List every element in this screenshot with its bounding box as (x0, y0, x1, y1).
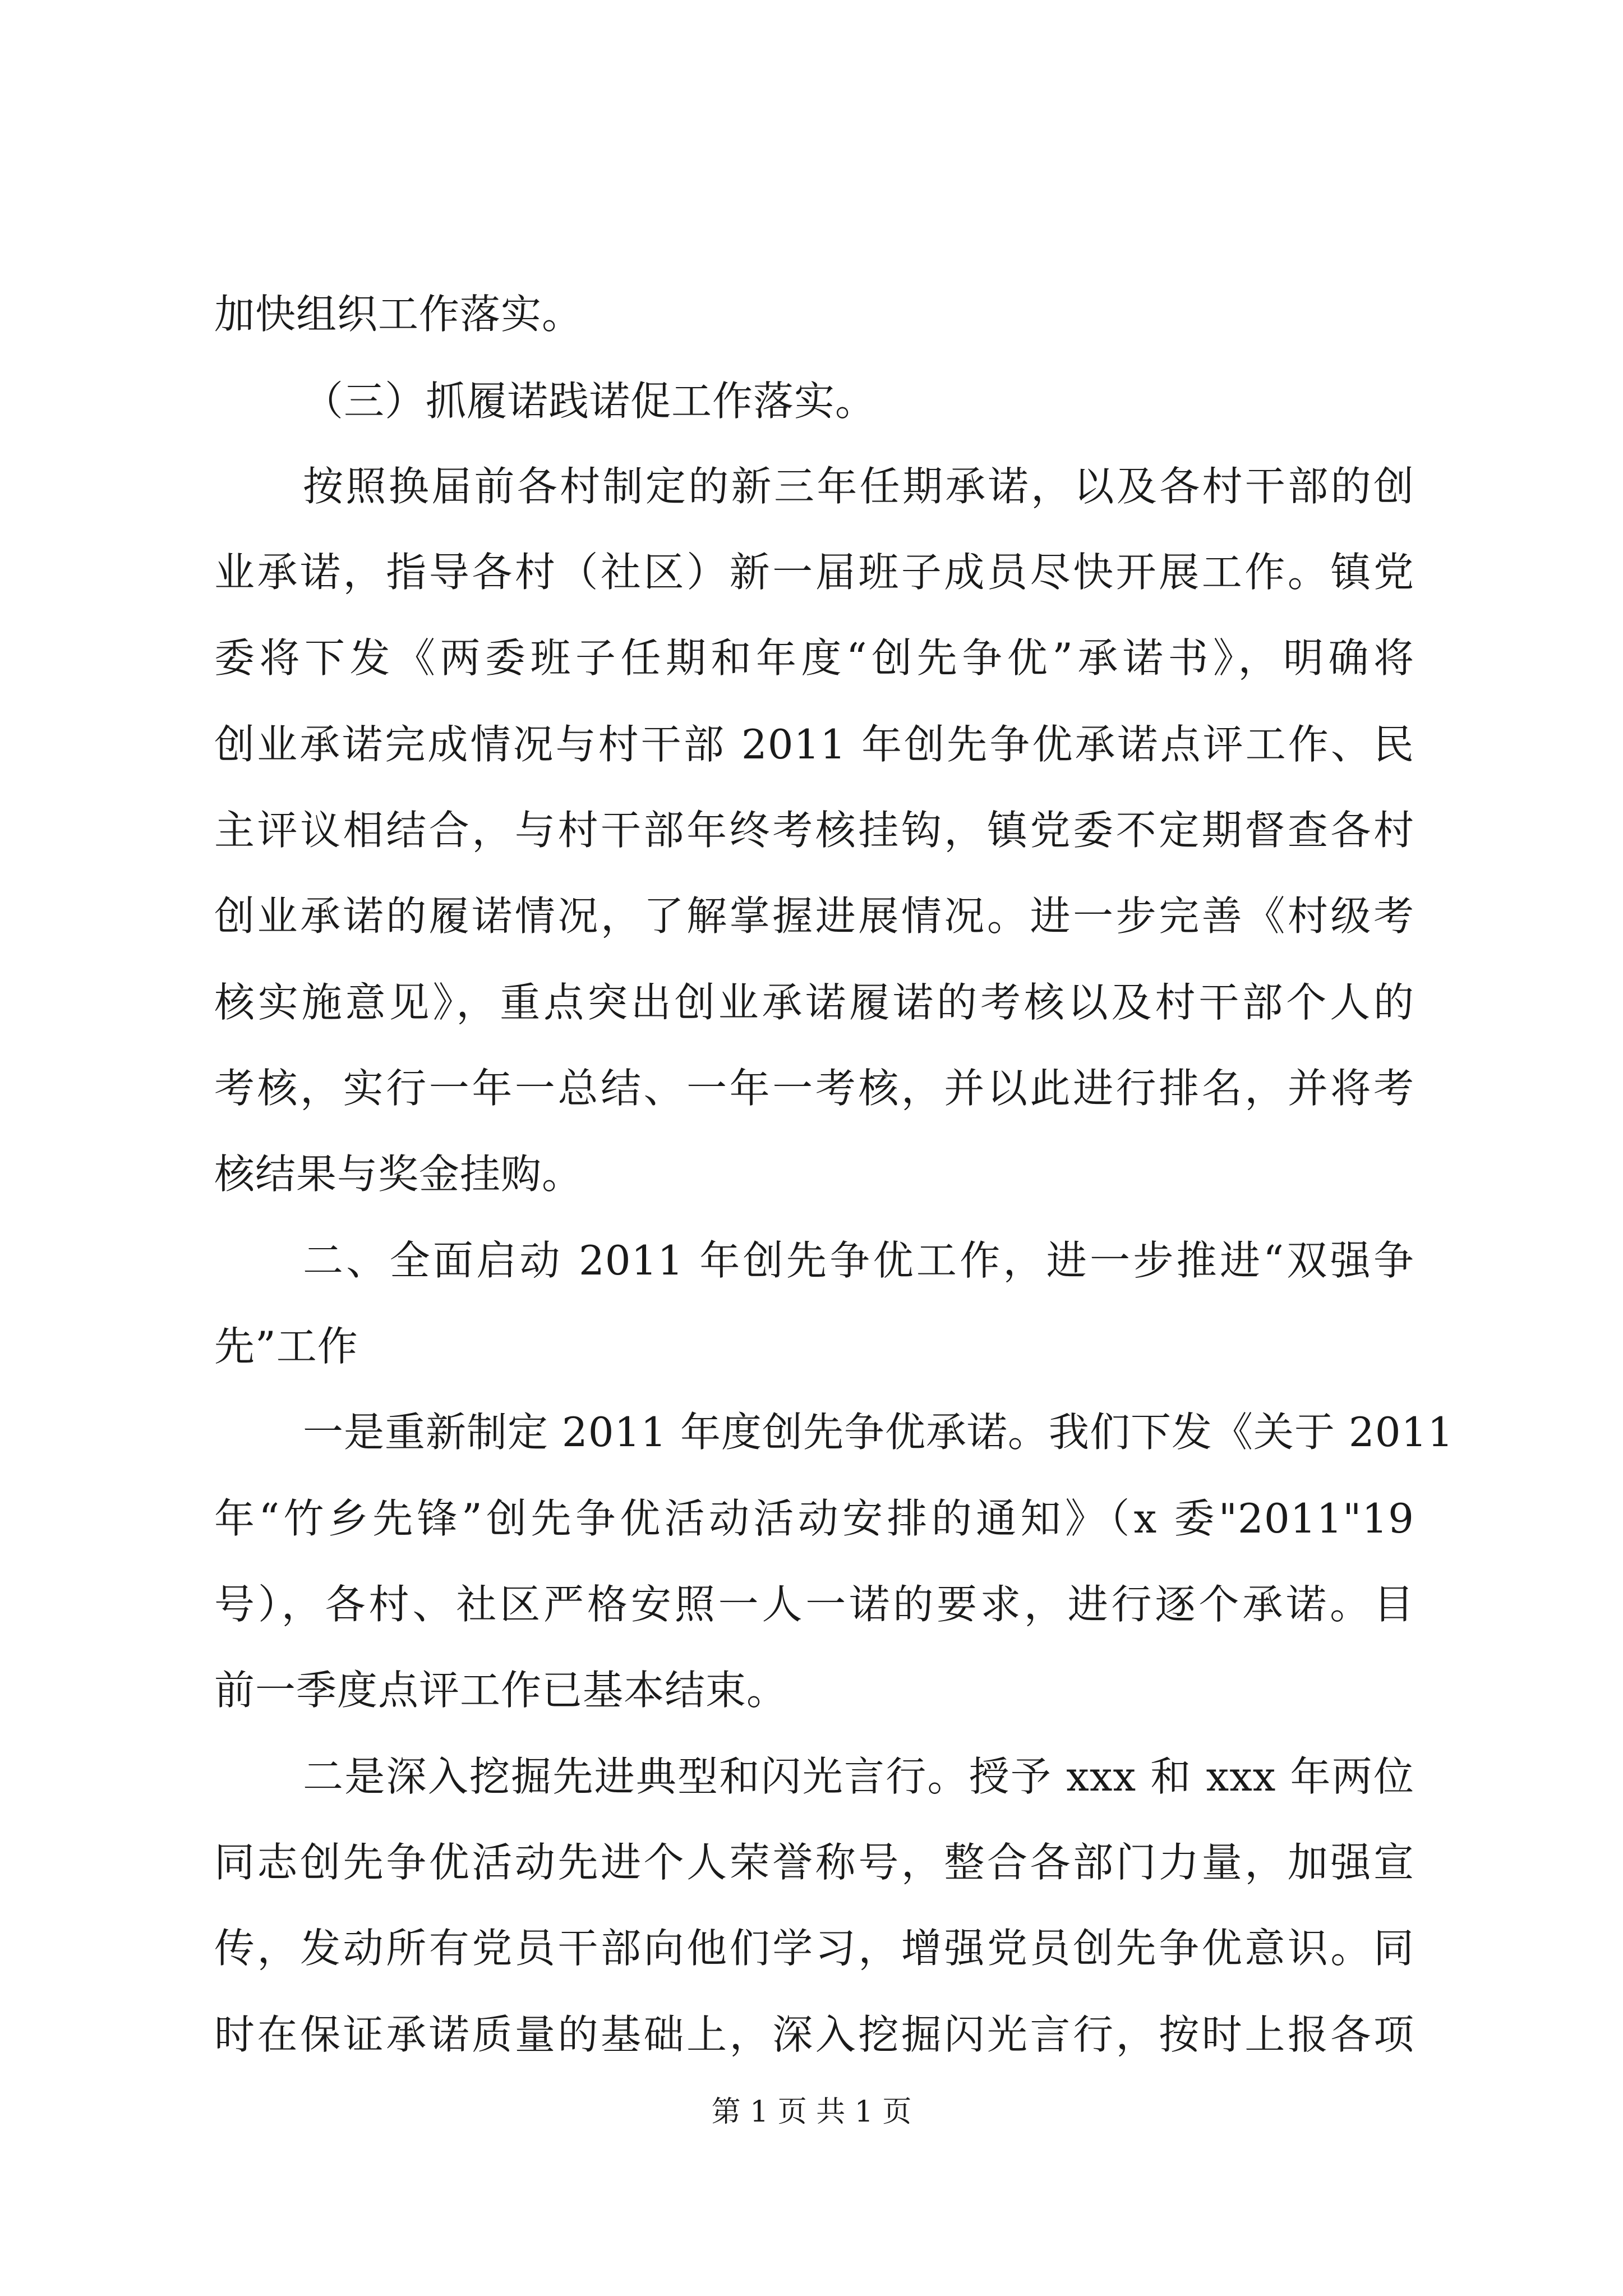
section-heading: （三）抓履诺践诺促工作落实。 (303, 378, 877, 425)
text-line: 核结果与奖金挂购。 (214, 1151, 583, 1198)
section-heading-continued: 先”工作 (214, 1323, 358, 1370)
text-line: 按照换届前各村制定的新三年任期承诺，以及各村干部的创 (303, 463, 1414, 510)
text-line: 号），各村、社区严格安照一人一诺的要求，进行逐个承诺。目 (214, 1581, 1414, 1628)
text-line: 一是重新制定 2011 年度创先争优承诺。我们下发《关于 2011 (303, 1409, 1454, 1456)
text-line: 二是深入挖掘先进典型和闪光言行。授予 xxx 和 xxx 年两位 (303, 1753, 1414, 1800)
text-line: 时在保证承诺质量的基础上，深入挖掘闪光言行，按时上报各项 (214, 2011, 1414, 2058)
text-line: 传，发动所有党员干部向他们学习，增强党员创先争优意识。同 (214, 1925, 1414, 1972)
text-line: 创业承诺的履诺情况，了解掌握进展情况。进一步完善《村级考 (214, 892, 1414, 940)
text-line: 业承诺，指导各村（社区）新一届班子成员尽快开展工作。镇党 (214, 549, 1414, 596)
text-line: 创业承诺完成情况与村干部 2011 年创先争优承诺点评工作、民 (214, 721, 1414, 768)
text-line: 同志创先争优活动先进个人荣誉称号，整合各部门力量，加强宣 (214, 1839, 1414, 1886)
text-line: 加快组织工作落实。 (214, 291, 583, 338)
text-line: 主评议相结合，与村干部年终考核挂钩，镇党委不定期督查各村 (214, 807, 1414, 854)
page-number-footer: 第 1 页 共 1 页 (711, 2095, 912, 2129)
text-line: 核实施意见》，重点突出创业承诺履诺的考核以及村干部个人的 (214, 979, 1414, 1026)
text-line: 前一季度点评工作已基本结束。 (214, 1667, 788, 1714)
section-heading: 二、全面启动 2011 年创先争优工作，进一步推进“双强争 (303, 1237, 1414, 1284)
text-line: 年“竹乡先锋”创先争优活动活动安排的通知》（x 委"2011"19 (214, 1495, 1414, 1542)
text-line: 考核，实行一年一总结、一年一考核，并以此进行排名，并将考 (214, 1065, 1414, 1112)
text-line: 委将下发《两委班子任期和年度“创先争优”承诺书》，明确将 (214, 634, 1414, 682)
